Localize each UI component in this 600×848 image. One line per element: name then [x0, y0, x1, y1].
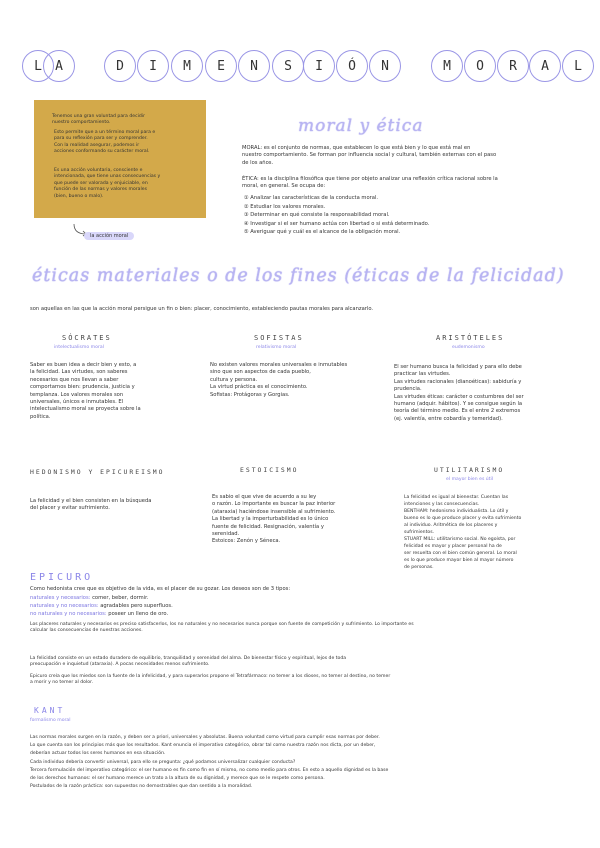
- utilitarismo-line: La felicidad es igual al bienestar. Cuentan las: [404, 495, 509, 500]
- estoicismo-text: [212, 494, 335, 546]
- utilitarismo-subtitle: el mayor bien es útil: [446, 477, 494, 482]
- aristoteles-line: prudencia.: [394, 386, 422, 393]
- utilitarismo-text: [404, 494, 521, 571]
- aristoteles-line: Las virtudes racionales (dianoéticas): sabiduría y: [394, 378, 522, 385]
- note-line: Con la realidad asegurar, podemos ir: [54, 142, 140, 148]
- aristoteles-line: El ser humano busca la felicidad y para ello debe: [394, 364, 522, 370]
- note-line: (bien, bueno o malo).: [54, 193, 104, 199]
- epicuro-line: preocupación e inquietud (ataraxia). A pocas necesidades menos sufrimiento.: [30, 662, 210, 668]
- etica-definition: [242, 176, 498, 191]
- utilitarismo-heading: UTILITARISMO: [434, 466, 505, 474]
- title-letter-circle: S: [272, 50, 304, 82]
- note-text-b: [54, 130, 155, 156]
- socrates-line: la felicidad. Las virtudes, son saberes: [30, 369, 128, 376]
- desire-row: [30, 594, 173, 602]
- desire-text: poseer un lleno de oro.: [108, 611, 169, 617]
- epicuro-felicidad: [30, 656, 346, 669]
- title-letter-circle: D: [104, 50, 136, 82]
- kant-line: Postulados de la razón práctica: son supuestos no demostrables que dan sentido a la moralidad.: [30, 784, 253, 790]
- note-text-a: [52, 114, 145, 127]
- epicuro-desires: [30, 594, 173, 618]
- socrates-line: Saber es buen idea a decir bien y esto, a: [30, 362, 137, 368]
- aristoteles-line: (ej. valentía, entre cobardía y temeridad).: [394, 415, 503, 422]
- socrates-subtitle: intelectualismo moral: [54, 345, 104, 350]
- moral-def-line: MORAL: es el conjunto de normas, que establecen lo que está bien y lo que está mal en: [242, 145, 471, 151]
- socrates-text: [30, 362, 141, 421]
- etica-def-line: moral, en general. Se ocupa de:: [242, 183, 326, 190]
- etica-item: ⑤ Averiguar qué y cuál es el alcance de la obligación moral.: [244, 229, 401, 236]
- epicuro-line: Los placeres naturales y necesarios es preciso satisfacerlos, los no naturales y no necesarios nunca porque son fuente de competición y sufrimiento. Lo importante es: [30, 622, 414, 627]
- title-letter-circle: L: [562, 50, 594, 82]
- utilitarismo-line: felicidad es mayor y placer personal ha de: [404, 544, 502, 549]
- sofistas-line: No existen valores morales universales e inmutables: [210, 362, 348, 368]
- sofistas-subtitle: relativismo moral: [256, 345, 297, 350]
- title-letter-circle: L: [22, 50, 54, 82]
- title-letter-circle: M: [171, 50, 203, 82]
- estoicismo-line: fuente de felicidad. Resignación, valentía y: [212, 523, 324, 530]
- estoicismo-line: La libertad y la imperturbabilidad es lo único: [212, 516, 329, 523]
- utilitarismo-line: STUART MILL: utilitarismo social. No egoísta, por: [404, 537, 516, 542]
- utilitarismo-line: sufrimientos.: [404, 530, 435, 535]
- utilitarismo-line: bueno es lo que produce placer y evita sufrimiento: [404, 516, 522, 521]
- estoicismo-heading: ESTOICISMO: [240, 466, 299, 474]
- socrates-line: templanza. Los valores morales son: [30, 391, 124, 398]
- epicuro-intro: Como hedonista cree que es objetivo de la vida, es el placer de su gozar. Los deseos son de 3 tipos:: [30, 586, 291, 592]
- title-letter-circle: M: [431, 50, 463, 82]
- hedonismo-heading: HEDONISMO Y EPICUREISMO: [30, 468, 165, 476]
- title-letter-circle: N: [238, 50, 270, 82]
- kant-text: [30, 734, 388, 791]
- kant-line: Lo que cuenta son los principios más que los resultados. Kant enuncia el imperativo categórico, obrar tal como nuestra razón nos dicta, por un deber,: [30, 743, 376, 749]
- title-letter-circle: E: [205, 50, 237, 82]
- title-letter-circle: I: [303, 50, 335, 82]
- note-line: intencionada, que tiene unas consecuencias y: [54, 174, 161, 180]
- epicuro-line: Epicuro creía que los miedos son la fuente de la infelicidad, y para superarlos propone el Tetrafármaco: no temer a los dioses, no temer al destino, no temer: [30, 674, 391, 679]
- hedonismo-line: La felicidad y el bien consisten en la búsqueda: [30, 498, 152, 504]
- title-letter-circle: I: [137, 50, 169, 82]
- title-letter-circle: R: [497, 50, 529, 82]
- aristoteles-subtitle: eudemonismo: [452, 345, 485, 350]
- socrates-heading: SÓCRATES: [62, 334, 112, 342]
- aristoteles-heading: ARISTÓTELES: [436, 334, 505, 342]
- kant-line: Cada individuo debería convertir universal, para ello se pregunta: ¿qué podamos universalizar cualquier conducta?: [30, 759, 296, 765]
- estoicismo-line: o razón. Lo importante es buscar la paz interior: [212, 501, 336, 508]
- epicuro-line: La felicidad consiste en un estado duradero de equilibrio, tranquilidad y serenidad del alma. De bienestar físico y espiritual, lejos de toda: [30, 656, 347, 661]
- sofistas-line: sino que son aspectos de cada pueblo,: [210, 369, 311, 376]
- tag-acción-moral: la acción moral: [84, 232, 134, 240]
- socrates-line: política.: [30, 413, 51, 420]
- utilitarismo-line: de personas.: [404, 565, 434, 570]
- epicuro-line: a morir y no temer al dolor.: [30, 680, 94, 686]
- etica-item: ③ Determinar en qué consiste la responsabilidad moral.: [244, 212, 390, 219]
- etica-item: ④ Investigar si el ser humano actúa con libertad o si está determinado.: [244, 220, 430, 227]
- hedonismo-text: [30, 498, 151, 513]
- title-letter-circle: A: [43, 50, 75, 82]
- hedonismo-line: del placer y evitar sufrimiento.: [30, 505, 110, 512]
- epicuro-placeres: [30, 622, 414, 635]
- estoicismo-line: Estoicos: Zenón y Séneca.: [212, 538, 281, 545]
- title-row: [22, 50, 582, 84]
- note-line: Tenemos una gran voluntad para decidir: [52, 114, 145, 119]
- etica-item: ① Analizar las características de la conducta moral.: [244, 195, 379, 201]
- note-line: que puede ser valorada y enjuiciable, en: [54, 180, 148, 186]
- title-letter-circle: N: [369, 50, 401, 82]
- section-title: éticas materiales o de los fines (éticas de la felicidad): [32, 266, 565, 286]
- epicuro-heading: EPICURO: [30, 572, 94, 583]
- utilitarismo-line: al individuo. Aritmética de los placeres y: [404, 523, 498, 528]
- moral-etica-heading: moral y ética: [298, 116, 424, 136]
- section-intro: son aquellas en las que la acción moral persigue un fin o bien: placer, conocimiento, estableciendo pautas morales para alcanzarlo.: [30, 306, 374, 312]
- moral-def-line: nuestro comportamiento. Se forman por influencia social y cultural, también externas con el paso: [242, 152, 497, 159]
- kant-line: Las normas morales surgen en la razón, y deben ser a priori, universales y absolutas. Buena voluntad como virtud para cumplir esas normas por deber.: [30, 735, 380, 740]
- utilitarismo-line: intenciones y las consecuencias.: [404, 502, 480, 507]
- utilitarismo-line: es lo que produce mayor bien al mayor número: [404, 558, 514, 563]
- socrates-line: necesarios que nos llevan a saber: [30, 376, 119, 383]
- desire-text: agradables pero superfluos.: [100, 603, 173, 609]
- note-line: función de las normas y valores morales: [54, 187, 147, 193]
- epicuro-line: calcular las consecuencias de nuestras acciones.: [30, 628, 143, 634]
- utilitarismo-line: ser resuelta con el bien común general. Lo moral: [404, 551, 517, 556]
- kant-subtitle: formalismo moral: [30, 718, 71, 723]
- sofistas-text: [210, 362, 347, 399]
- sofistas-line: La virtud práctica es el conocimiento.: [210, 384, 308, 391]
- socrates-line: universales, únicos e inmutables. El: [30, 399, 124, 406]
- kant-heading: KANT: [34, 706, 66, 715]
- kant-line: deberían actuar todos los seres humanos en esa situación.: [30, 751, 166, 757]
- desire-label: no naturales y no necesarios:: [30, 611, 107, 617]
- aristoteles-line: practicar las virtudes.: [394, 371, 451, 378]
- aristoteles-line: Las virtudes éticas: carácter o costumbres del ser: [394, 393, 524, 400]
- desire-label: naturales y no necesarios:: [30, 603, 99, 609]
- etica-item: ② Estudiar los valores morales.: [244, 203, 326, 210]
- desire-row: [30, 610, 173, 618]
- aristoteles-line: teoría del término medio. Es el entre 2 extremos: [394, 408, 521, 415]
- title-letter-circle: O: [464, 50, 496, 82]
- etica-list: [244, 194, 429, 237]
- moral-definition: [242, 145, 496, 167]
- sofistas-line: Sofistas: Protágoras y Gorgias.: [210, 391, 290, 398]
- note-line: Esto permite que a un término moral para e: [54, 130, 156, 135]
- note-box: [34, 100, 206, 218]
- estoicismo-line: serenidad.: [212, 531, 240, 538]
- note-text-c: [54, 168, 160, 200]
- kant-line: de los derechos humanos: el ser humano merece un trato a la altura de su dignidad, y merece que se le respete como persona.: [30, 776, 325, 782]
- aristoteles-text: [394, 364, 524, 423]
- epicuro-tetrafarmaco: [30, 674, 390, 687]
- aristoteles-line: humano (adquir. hábitos). Y se consigue según la: [394, 401, 523, 408]
- note-line: para su reflexión para ser y comprender.: [54, 136, 148, 142]
- desire-text: comer, beber, dormir.: [92, 595, 149, 601]
- title-letter-circle: A: [529, 50, 561, 82]
- note-line: nuestro comportamiento.: [52, 120, 111, 126]
- title-letter-circle: Ó: [336, 50, 368, 82]
- moral-def-line: de los años.: [242, 159, 274, 166]
- note-line: Es una acción voluntaria, consciente e: [54, 168, 143, 173]
- desire-label: naturales y necesarios:: [30, 595, 91, 601]
- etica-def-line: ÉTICA: es la disciplina filosófica que tiene por objeto analizar una reflexión crítica racional sobre la: [242, 176, 498, 182]
- estoicismo-line: (ataraxia) haciéndose insensible al sufrimiento.: [212, 508, 336, 515]
- sofistas-line: cultura y persona.: [210, 376, 258, 383]
- socrates-line: intelectualismo moral se proyecta sobre la: [30, 406, 141, 413]
- estoicismo-line: Es sabio el que vive de acuerdo a su ley: [212, 494, 317, 500]
- socrates-line: comportarnos bien: prudencia, justicia y: [30, 384, 135, 391]
- utilitarismo-line: BENTHAM: hedonismo individualista. Lo útil y: [404, 509, 509, 514]
- note-line: acciones conformando su carácter moral.: [54, 149, 150, 155]
- kant-line: Tercera formulación del imperativo categórico: el ser humano es fin como fin en sí mismo, no como medio para otros. En esto a aquello dignidad es la base: [30, 767, 389, 773]
- desire-row: [30, 602, 173, 610]
- sofistas-heading: SOFISTAS: [254, 334, 304, 342]
